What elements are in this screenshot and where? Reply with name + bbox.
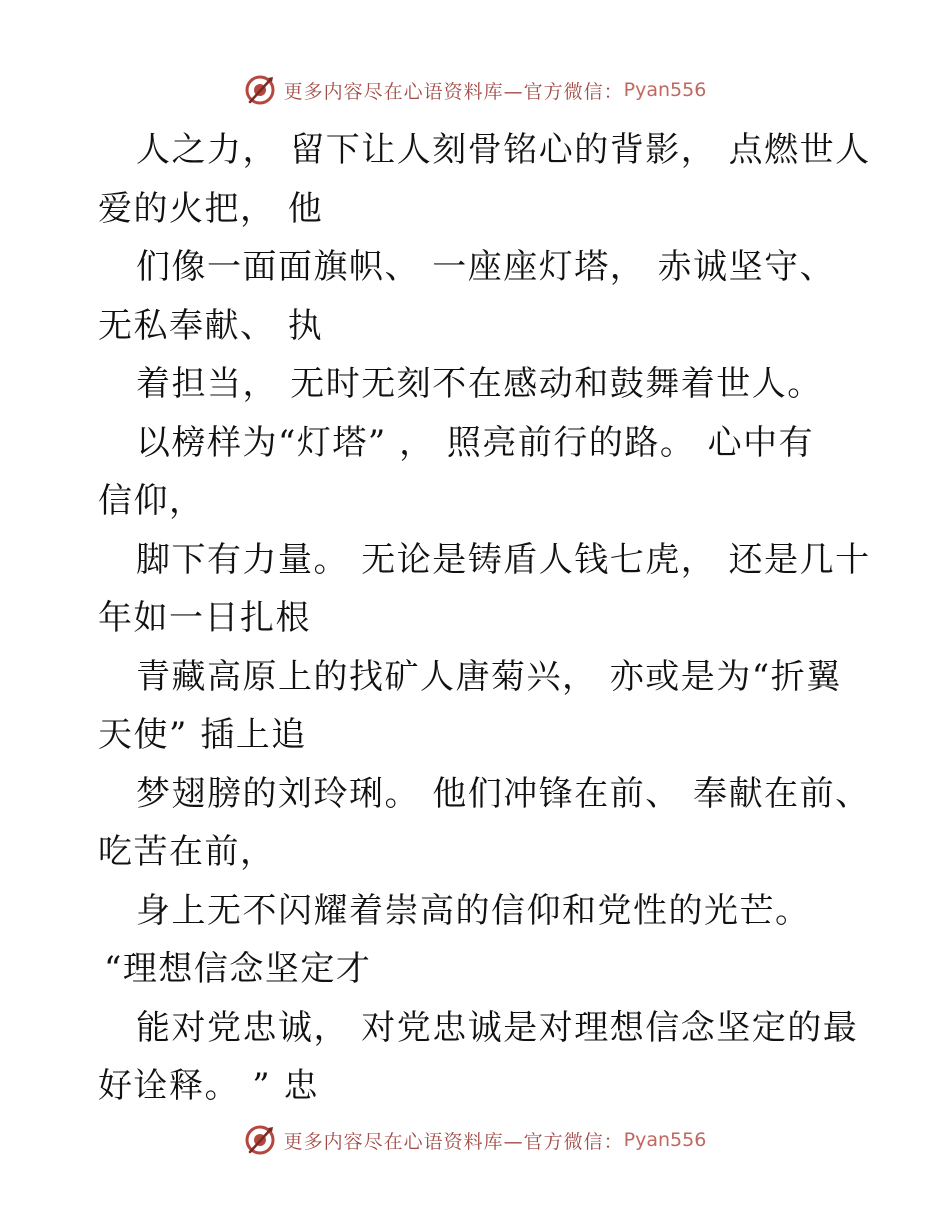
body-line: 脚下有力量。 无论是铸盾人钱七虎， 还是几十 <box>136 539 871 580</box>
body-line: 吃苦在前， <box>98 832 276 872</box>
pen-circle-logo-icon <box>244 1124 276 1156</box>
body-line: 信仰， <box>98 481 205 521</box>
document-body <box>98 121 871 1116</box>
body-line: 青藏高原上的找矿人唐菊兴， 亦或是为“折翼 <box>136 656 842 697</box>
body-line: 着担当， 无时无刻不在感动和鼓舞着世人。 <box>136 364 823 404</box>
body-line: 能对党忠诚， 对党忠诚是对理想信念坚定的最 <box>136 1007 859 1048</box>
header-banner <box>0 70 950 110</box>
body-line: 天使” 插上追 <box>98 715 307 755</box>
body-line: 身上无不闪耀着崇高的信仰和党性的光芒。 <box>136 890 811 931</box>
pen-circle-logo-icon <box>244 74 276 106</box>
footer-wechat-id: Pyan556 <box>623 1129 707 1151</box>
body-line: “理想信念坚定才 <box>104 949 372 989</box>
body-line: 无私奉献、 执 <box>98 305 324 346</box>
body-line: 年如一日扎根 <box>98 598 311 638</box>
body-line: 好诠释。 ” 忠 <box>98 1066 319 1106</box>
body-line: 人之力， 留下让人刻骨铭心的背影， 点燃世人 <box>136 130 871 170</box>
footer-banner <box>0 1120 950 1160</box>
header-banner-text: 更多内容尽在心语资料库—官方微信： <box>283 80 624 103</box>
body-line: 爱的火把， 他 <box>98 188 324 229</box>
body-line: 们像一面面旗帜、 一座座灯塔， 赤诚坚守、 <box>136 247 836 287</box>
header-wechat-id: Pyan556 <box>623 79 707 101</box>
body-line: 梦翅膀的刘玲琍。 他们冲锋在前、 奉献在前、 <box>136 773 871 814</box>
footer-banner-text: 更多内容尽在心语资料库—官方微信： <box>283 1130 624 1153</box>
body-line: 以榜样为“灯塔” ， 照亮前行的路。 心中有 <box>136 422 815 463</box>
